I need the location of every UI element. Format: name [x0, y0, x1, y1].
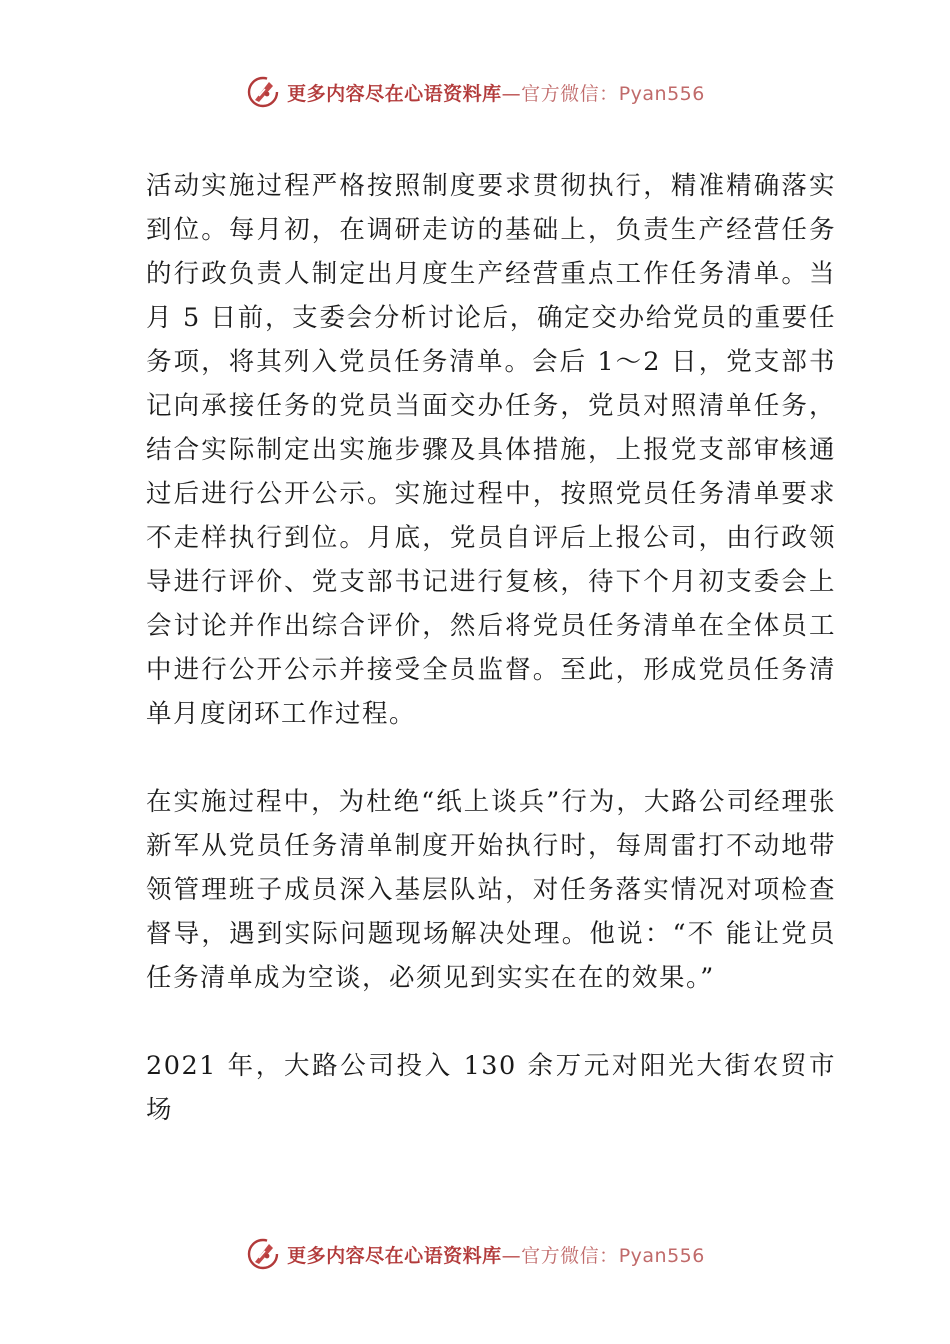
header-watermark: [0, 70, 950, 114]
watermark-text: [287, 79, 705, 106]
watermark-wechat-label: 官方微信：: [521, 82, 619, 105]
pen-nib-circle-icon: [245, 74, 281, 110]
watermark-dash: —: [501, 1244, 522, 1267]
footer-watermark: [0, 1232, 950, 1276]
watermark-dash: —: [501, 82, 522, 105]
watermark-wechat-label: 官方微信：: [521, 1244, 619, 1267]
watermark-wechat-id: Pyan556: [618, 1244, 705, 1267]
document-body: [146, 164, 836, 1132]
watermark-site: 更多内容尽在心语资料库: [287, 1244, 502, 1267]
paragraph-2: 在实施过程中，为杜绝“纸上谈兵”行为，大路公司经理张新军从党员任务清单制度开始执行时，每周雷打不动地带领管理班子成员深入基层队站，对任务落实情况对项检查督导，遇到实际问题现场解决处理。他说：“不 能让党员任务清单成为空谈，必须见到实实在在的效果。”: [146, 787, 836, 993]
paragraph-3: 2021 年，大路公司投入 130 余万元对阳光大街农贸市场: [146, 1051, 836, 1125]
watermark-text: [287, 1241, 705, 1268]
watermark-site: 更多内容尽在心语资料库: [287, 82, 502, 105]
paragraph-1: 活动实施过程严格按照制度要求贯彻执行，精准精确落实到位。每月初，在调研走访的基础上，负责生产经营任务的行政负责人制定出月度生产经营重点工作任务清单。当月 5 日前，支委会分析讨论后，确定交办给党员的重要任务项，将其列入党员任务清单。会后 1～2 日，党支部书记向承接任务的党员当面交办任务，党员对照清单任务，结合实际制定出实施步骤及具体措施，上报党支部审核通过后进行公开公示。实施过程中，按照党员任务清单要求不走样执行到位。月底，党员自评后上报公司，由行政领导进行评价、党支部书记进行复核，待下个月初支委会上会讨论并作出综合评价，然后将党员任务清单在全体员工中进行公开公示并接受全员监督。至此，形成党员任务清单月度闭环工作过程。: [146, 171, 836, 729]
watermark-wechat-id: Pyan556: [618, 82, 705, 105]
pen-nib-circle-icon: [245, 1236, 281, 1272]
